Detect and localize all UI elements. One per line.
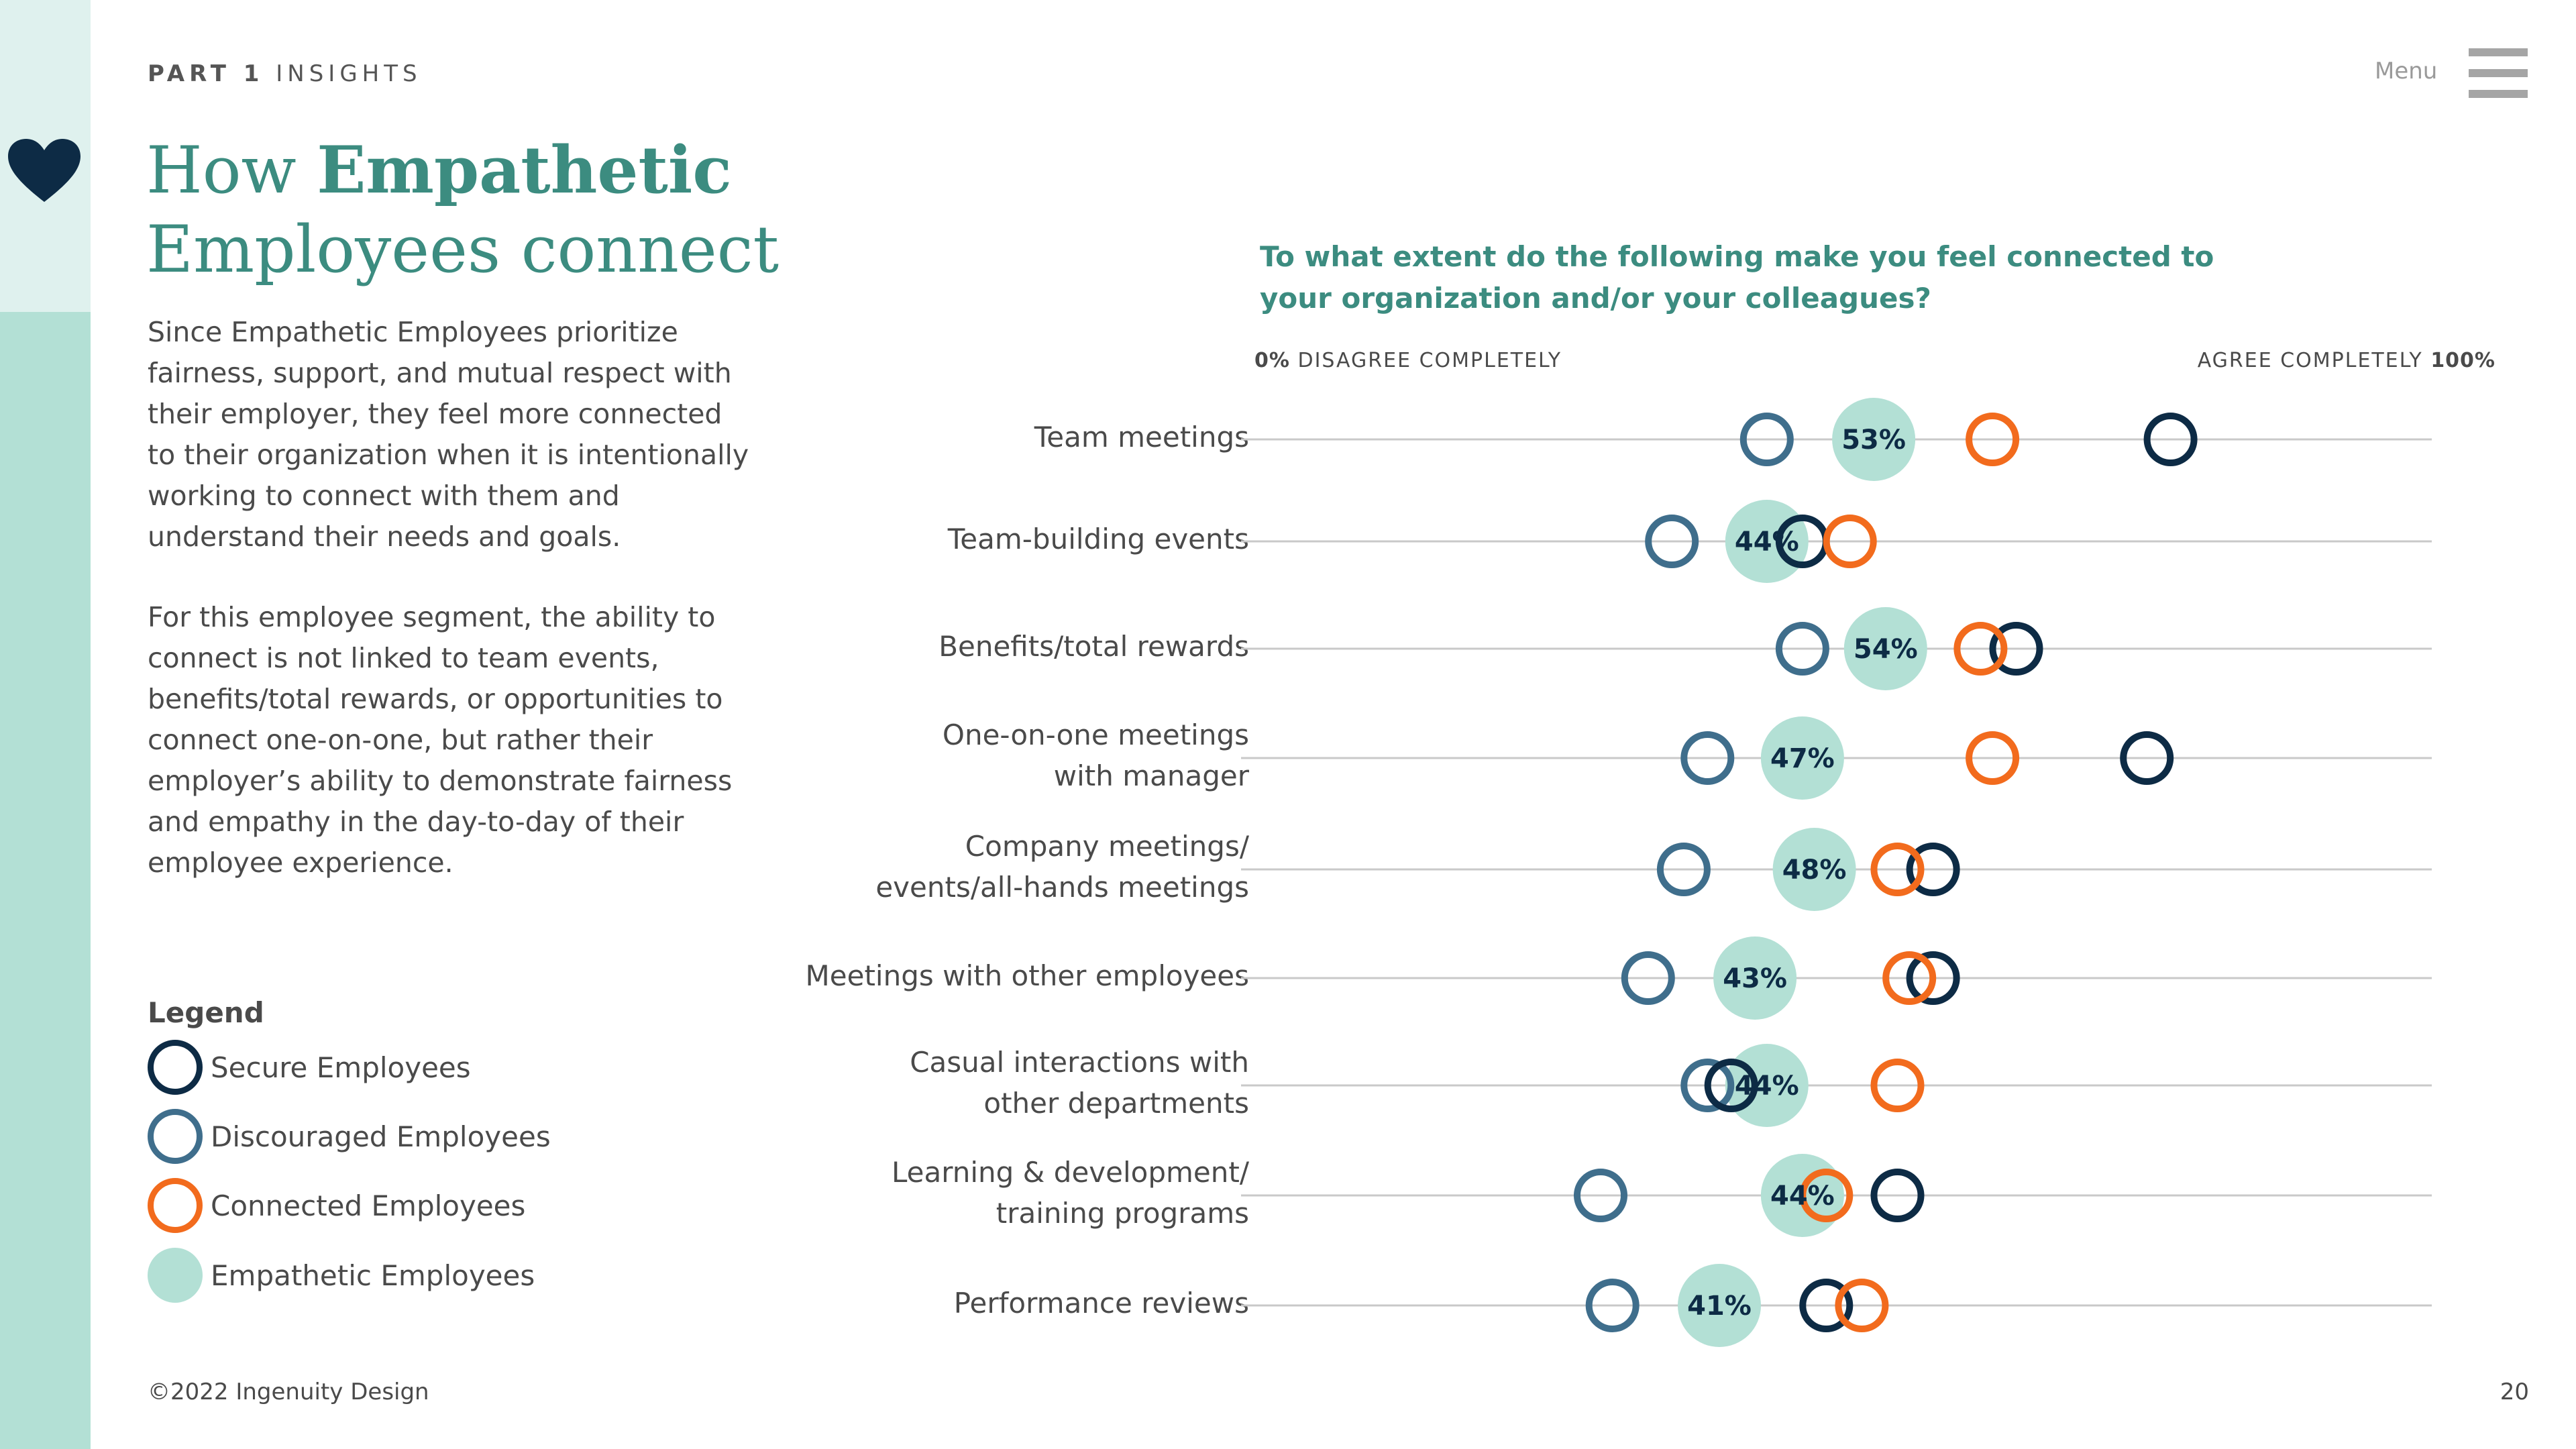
- part-number: PART 1: [148, 60, 264, 87]
- title-bold: Empathetic: [317, 132, 732, 208]
- empathetic-value-label: 48%: [1782, 855, 1847, 885]
- empathetic-value-label: 44%: [1734, 1071, 1799, 1102]
- legend-label: Connected Employees: [211, 1189, 526, 1222]
- intro-paragraph: Since Empathetic Employees prioritize fairness, support, and mutual respect with their employer, they feel more connected to their organization when it is intentionally working to connect with them and understand their needs and goals.: [148, 316, 749, 553]
- empathetic-value-label: 53%: [1841, 425, 1906, 455]
- menu-label[interactable]: Menu: [2375, 58, 2438, 85]
- empathetic-value-label: 47%: [1770, 743, 1835, 774]
- detail-paragraph: For this employee segment, the ability to connect is not linked to team events, benefits/total rewards, or opportunities to connect one-on-one, but rather their employer’s ability to demonstrate fairness and empathy in the day-to-day of their employee experience.: [148, 601, 733, 879]
- legend-label: Secure Employees: [211, 1051, 471, 1084]
- section-name: INSIGHTS: [276, 60, 422, 87]
- row-label: Benefits/total rewards: [938, 629, 1249, 663]
- empathetic-value-label: 54%: [1853, 634, 1918, 665]
- row-label: One-on-one meetings with manager: [942, 718, 1249, 792]
- axis-left-percent: 0%: [1254, 349, 1290, 372]
- empathetic-value-label: 44%: [1734, 527, 1799, 557]
- axis-left-text: DISAGREE COMPLETELY: [1297, 349, 1562, 372]
- row-label: Company meetings/ events/all-hands meetings: [875, 830, 1249, 904]
- row-label: Meetings with other employees: [805, 959, 1249, 992]
- empathetic-value-label: 43%: [1723, 963, 1787, 994]
- legend-label: Discouraged Employees: [211, 1120, 551, 1153]
- row-label: Team-building events: [947, 522, 1249, 555]
- axis-right-text: AGREE COMPLETELY: [2197, 349, 2423, 372]
- legend-label: Empathetic Employees: [211, 1258, 535, 1292]
- row-label: Learning & development/ training programs: [892, 1156, 1249, 1230]
- empathetic-value-label: 41%: [1687, 1291, 1752, 1322]
- title-line2: Employees connect: [146, 212, 780, 287]
- row-label: Performance reviews: [953, 1286, 1249, 1320]
- page-number: 20: [2500, 1379, 2529, 1405]
- row-label: Casual interactions with other departments: [910, 1046, 1249, 1120]
- legend-title: Legend: [148, 996, 264, 1029]
- copyright: ©2022 Ingenuity Design: [148, 1379, 429, 1405]
- row-label: Team meetings: [1034, 420, 1249, 453]
- chart-title: To what extent do the following make you feel connected to your organization and/or your colleagues?: [1260, 240, 2214, 315]
- empathetic-value-label: 44%: [1770, 1181, 1835, 1212]
- title-plain: How: [146, 133, 317, 208]
- axis-right-percent: 100%: [2430, 349, 2496, 372]
